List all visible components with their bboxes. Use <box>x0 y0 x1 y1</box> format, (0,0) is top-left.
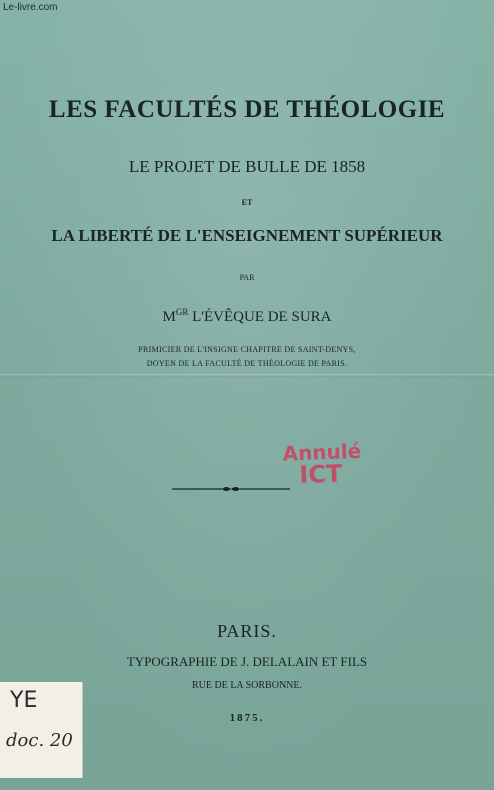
author-title-line-2: DOYEN DE LA FACULTÉ DE THÉOLOGIE DE PARIS. <box>146 359 348 368</box>
cover-conjunction: ET <box>241 198 253 207</box>
author-title-line-1: PRIMICIER DE L'INSIGNE CHAPITRE DE SAINT-DENYS, <box>138 345 356 354</box>
author-superscript: GR <box>175 307 189 317</box>
shelf-label-line-1: YE <box>10 688 38 713</box>
cover-title: LES FACULTÉS DE THÉOLOGIE <box>48 96 446 123</box>
publication-city: PARIS. <box>217 621 277 641</box>
author-name <box>0 307 494 326</box>
cover-title-2: LA LIBERTÉ DE L'ENSEIGNEMENT SUPÉRIEUR <box>51 226 443 245</box>
annulled-stamp <box>282 438 374 489</box>
cover-subtitle: LE PROJET DE BULLE DE 1858 <box>128 157 366 176</box>
cover-by: PAR <box>239 273 255 282</box>
stamp-line-2: ICT <box>298 459 343 489</box>
author-prefix: M <box>162 309 176 325</box>
watermark: Le-livre.com <box>3 2 58 13</box>
paper-fold <box>0 374 494 377</box>
stamp-line-1: Annulé <box>282 438 362 466</box>
printer-name: TYPOGRAPHIE DE J. DELALAIN ET FILS <box>126 654 368 669</box>
ornament-rule <box>170 484 292 494</box>
publication-year: 1875. <box>229 712 265 724</box>
shelf-label <box>0 682 83 778</box>
author-rest: L'ÉVÊQUE DE SURA <box>188 309 332 325</box>
printer-address: RUE DE LA SORBONNE. <box>191 680 302 691</box>
shelf-label-line-2: doc. 20 <box>6 730 73 751</box>
